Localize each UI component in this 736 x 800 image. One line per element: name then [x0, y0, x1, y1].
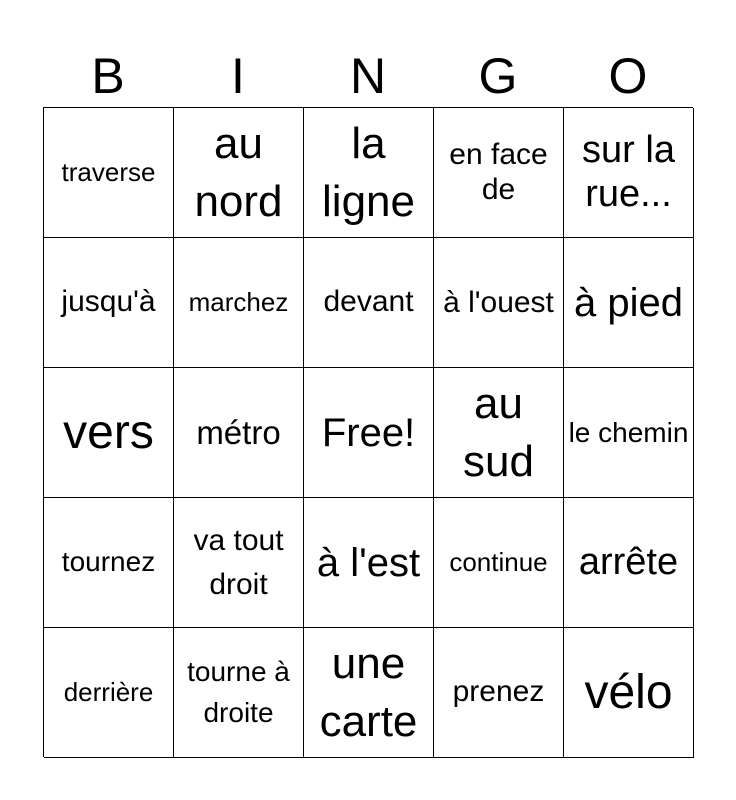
bingo-cell[interactable] — [564, 368, 694, 498]
cell-text: vélo — [584, 665, 673, 719]
cell-text: arrête — [578, 540, 679, 583]
bingo-cell[interactable] — [564, 108, 694, 238]
bingo-cell[interactable] — [44, 108, 174, 238]
bingo-cell[interactable] — [434, 628, 564, 758]
cell-text: prenez — [452, 675, 545, 709]
bingo-cell[interactable] — [304, 628, 434, 758]
header-letter-n: N — [349, 48, 387, 104]
cell-text: la ligne — [322, 119, 415, 226]
bingo-cell[interactable] — [174, 108, 304, 238]
cell-text: continue — [449, 546, 548, 577]
cell-text: marchez — [188, 286, 289, 317]
bingo-cell[interactable] — [44, 368, 174, 498]
cell-text: à pied — [574, 280, 683, 325]
bingo-cell[interactable] — [434, 498, 564, 628]
bingo-cell[interactable] — [564, 498, 694, 628]
cell-text: en face de — [449, 138, 548, 206]
cell-text: une carte — [319, 639, 418, 746]
cell-text: sur la rue... — [582, 128, 675, 215]
bingo-cell[interactable] — [44, 498, 174, 628]
cell-text: jusqu'à — [61, 285, 156, 319]
cell-text: tournez — [61, 546, 156, 578]
bingo-cell[interactable] — [304, 238, 434, 368]
bingo-cell[interactable] — [304, 108, 434, 238]
cell-text: le chemin — [568, 416, 689, 448]
bingo-cell[interactable] — [434, 368, 564, 498]
header-letter-b: B — [91, 48, 125, 104]
cell-text: à l'ouest — [443, 286, 554, 319]
bingo-cell[interactable] — [174, 628, 304, 758]
cell-text: va tout droit — [193, 524, 284, 601]
bingo-cell[interactable] — [44, 628, 174, 758]
cell-text: au sud — [463, 379, 534, 486]
cell-text: métro — [196, 413, 281, 451]
cell-text: derrière — [63, 676, 154, 707]
bingo-cell[interactable] — [174, 368, 304, 498]
bingo-cell[interactable] — [564, 628, 694, 758]
cell-text: tourne à droite — [187, 655, 290, 728]
bingo-header — [43, 44, 693, 108]
bingo-cell[interactable] — [174, 238, 304, 368]
cell-text: au nord — [194, 119, 283, 226]
bingo-card-grid — [43, 107, 693, 757]
cell-text: à l'est — [316, 540, 421, 585]
bingo-cell[interactable] — [564, 238, 694, 368]
bingo-cell[interactable] — [434, 108, 564, 238]
cell-text: vers — [63, 405, 154, 459]
header-letter-o: O — [608, 48, 648, 104]
free-space-label: Free! — [321, 410, 416, 455]
cell-text: devant — [323, 285, 414, 319]
header-letter-g: G — [478, 48, 518, 104]
bingo-cell[interactable] — [44, 238, 174, 368]
bingo-cell[interactable] — [174, 498, 304, 628]
cell-text: traverse — [61, 156, 156, 187]
bingo-cell[interactable] — [304, 498, 434, 628]
header-letter-i: I — [231, 48, 245, 104]
free-space-cell[interactable] — [304, 368, 434, 498]
bingo-cell[interactable] — [434, 238, 564, 368]
